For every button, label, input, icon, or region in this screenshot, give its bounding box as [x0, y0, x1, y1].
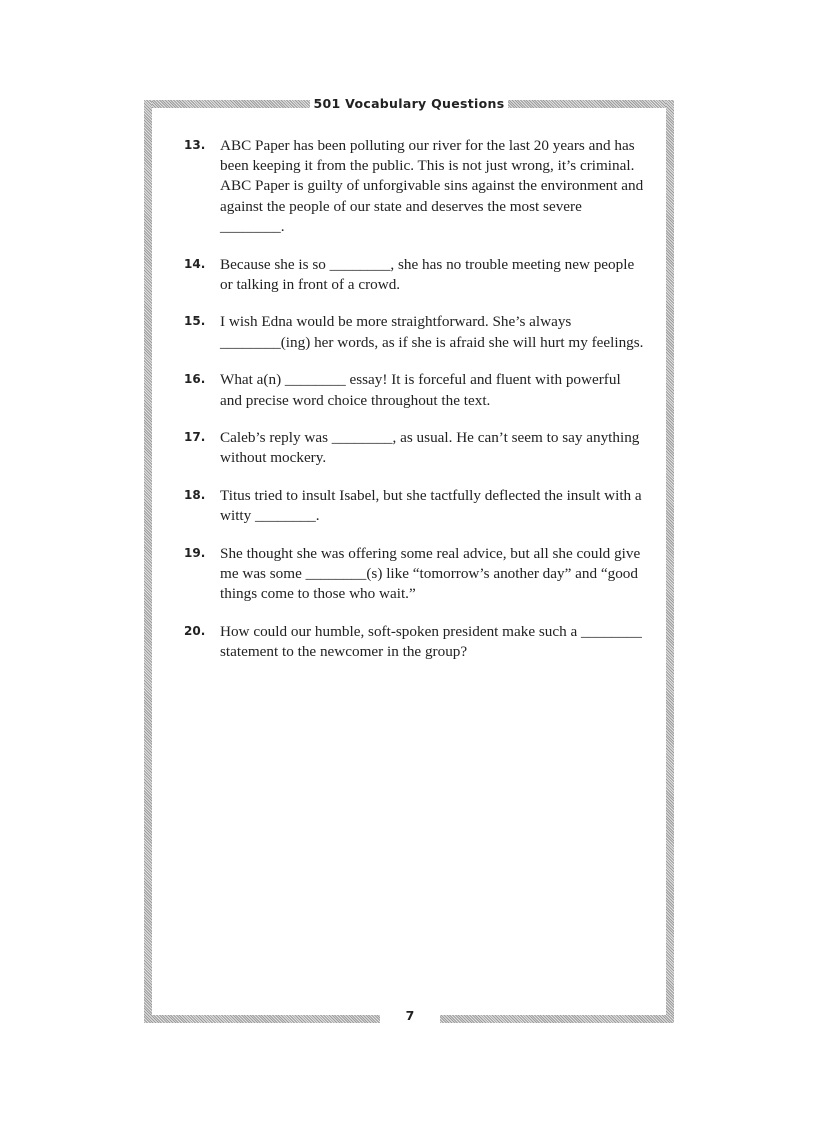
question-text: Titus tried to insult Isabel, but she tactfully deflected the insult with a witty ________.	[220, 487, 642, 525]
question-item	[184, 622, 644, 662]
question-item	[184, 312, 644, 352]
question-item	[184, 370, 644, 410]
question-item	[184, 486, 644, 526]
frame-right	[666, 100, 674, 1023]
frame-bottom-right	[440, 1015, 674, 1023]
question-number: 17.	[184, 430, 206, 445]
question-text: I wish Edna would be more straightforward. She’s always ________(ing) her words, as if she is afraid she will hurt my feelings.	[220, 313, 644, 351]
question-number: 15.	[184, 314, 206, 329]
question-item	[184, 428, 644, 468]
question-number: 19.	[184, 546, 206, 561]
question-item	[184, 136, 644, 237]
page-header-title: 501 Vocabulary Questions	[313, 96, 505, 111]
frame-top-right	[508, 100, 674, 108]
frame-bottom-left	[144, 1015, 380, 1023]
page-number: 7	[405, 1008, 415, 1023]
question-text: Because she is so ________, she has no trouble meeting new people or talking in front of a crowd.	[220, 255, 635, 293]
question-text: ABC Paper has been polluting our river for the last 20 years and has been keeping it from the public. This is not just wrong, it’s criminal. ABC Paper is guilty of unforgivable sins against the environment and against the people of our state and deserves the most severe ________.	[220, 137, 644, 235]
question-item	[184, 544, 644, 605]
question-number: 18.	[184, 488, 206, 503]
question-text: Caleb’s reply was ________, as usual. He can’t seem to say anything without mockery.	[220, 429, 640, 467]
question-number: 14.	[184, 256, 206, 271]
question-number: 16.	[184, 372, 206, 387]
question-item	[184, 255, 644, 295]
question-number: 20.	[184, 624, 206, 639]
question-text: How could our humble, soft-spoken president make such a ________ statement to the newcomer in the group?	[220, 623, 642, 661]
frame-top-left	[144, 100, 310, 108]
frame-left	[144, 100, 152, 1023]
question-list	[184, 136, 644, 680]
question-number: 13.	[184, 138, 206, 152]
question-text: What a(n) ________ essay! It is forceful and fluent with powerful and precise word choice throughout the text.	[220, 371, 621, 409]
question-text: She thought she was offering some real advice, but all she could give me was some ________(s) like “tomorrow’s another day” and “good things come to those who wait.”	[220, 545, 641, 603]
